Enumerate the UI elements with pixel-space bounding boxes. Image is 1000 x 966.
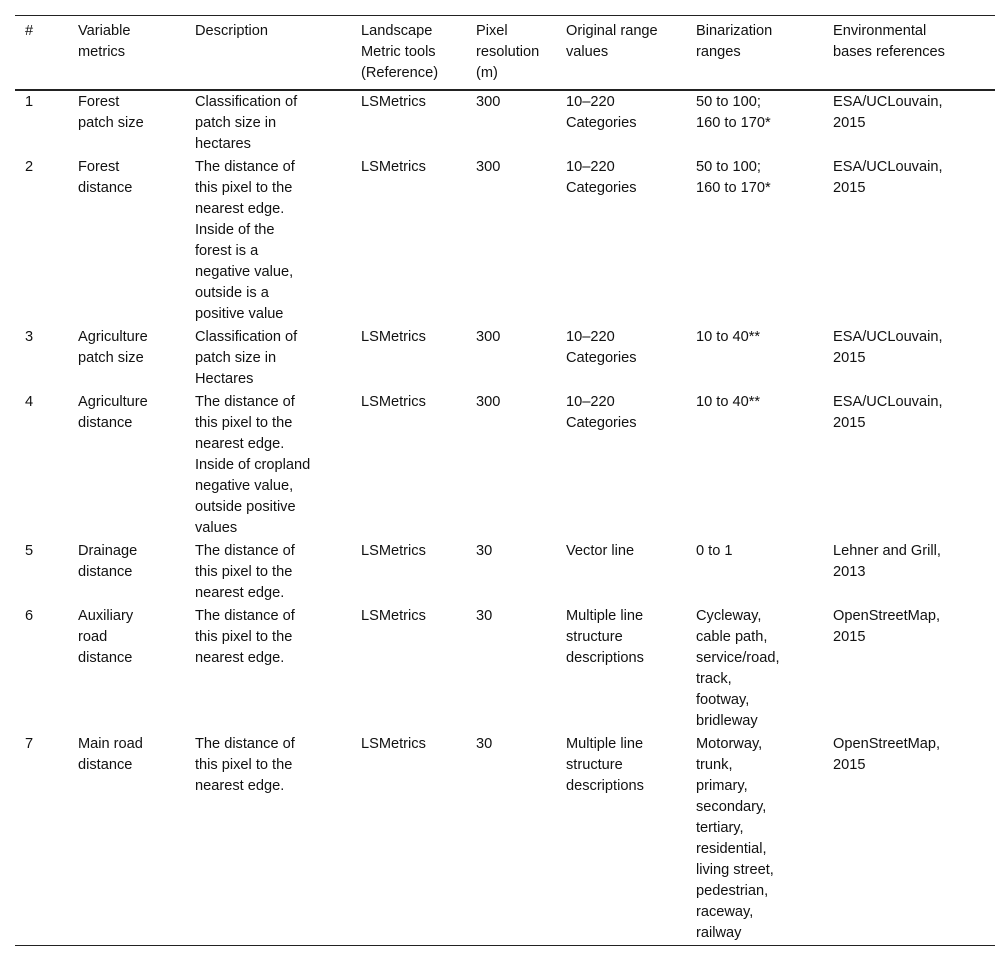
cell-number: 5 (25, 543, 34, 559)
header-environmental-references: Environmental bases references (833, 23, 945, 60)
cell-binarization-ranges: 10 to 40** (696, 329, 761, 345)
cell-binarization-ranges: 0 to 1 (696, 543, 733, 559)
cell-variable-metrics: Forest distance (78, 159, 133, 196)
cell-original-range: 10–220 Categories (566, 159, 637, 196)
table-row (15, 733, 995, 946)
table-body (15, 90, 995, 946)
header-variable-metrics: Variable metrics (78, 23, 131, 60)
cell-environmental-references: ESA/UCLouvain, 2015 (833, 394, 943, 431)
cell-metric-tools: LSMetrics (361, 329, 426, 345)
table-container (15, 15, 985, 946)
cell-original-range: 10–220 Categories (566, 94, 637, 131)
table-row (15, 156, 995, 326)
cell-description: The distance of this pixel to the nearest edge. (195, 608, 295, 666)
table-row (15, 605, 995, 733)
cell-pixel-resolution: 30 (476, 736, 493, 752)
cell-binarization-ranges: 50 to 100; 160 to 170* (696, 94, 771, 131)
cell-original-range: 10–220 Categories (566, 394, 637, 431)
cell-original-range: Multiple line structure descriptions (566, 736, 644, 794)
cell-pixel-resolution: 300 (476, 159, 501, 175)
cell-binarization-ranges: Motorway, trunk, primary, secondary, tertiary, residential, living street, pedestrian, raceway, railway (696, 736, 774, 941)
cell-environmental-references: ESA/UCLouvain, 2015 (833, 329, 943, 366)
cell-metric-tools: LSMetrics (361, 94, 426, 110)
variables-table (15, 15, 995, 946)
cell-number: 7 (25, 736, 34, 752)
cell-description: The distance of this pixel to the nearest edge. (195, 543, 295, 601)
cell-environmental-references: Lehner and Grill, 2013 (833, 543, 941, 580)
cell-variable-metrics: Auxiliary road distance (78, 608, 134, 666)
cell-description: Classification of patch size in hectares (195, 94, 298, 152)
table-row (15, 391, 995, 540)
cell-environmental-references: ESA/UCLouvain, 2015 (833, 159, 943, 196)
header-binarization-ranges: Binarization ranges (696, 23, 773, 60)
cell-pixel-resolution: 300 (476, 94, 501, 110)
cell-description: The distance of this pixel to the nearest edge. Inside of the forest is a negative value, outside is a positive value (195, 159, 295, 322)
cell-pixel-resolution: 300 (476, 394, 501, 410)
cell-variable-metrics: Forest patch size (78, 94, 144, 131)
cell-environmental-references: OpenStreetMap, 2015 (833, 608, 941, 645)
header-number: # (25, 23, 34, 39)
cell-description: The distance of this pixel to the nearest edge. Inside of cropland negative value, outside positive values (195, 394, 311, 536)
cell-binarization-ranges: 10 to 40** (696, 394, 761, 410)
cell-description: Classification of patch size in Hectares (195, 329, 298, 387)
cell-variable-metrics: Main road distance (78, 736, 143, 773)
cell-number: 4 (25, 394, 34, 410)
cell-number: 1 (25, 94, 34, 110)
table-row (15, 540, 995, 605)
cell-metric-tools: LSMetrics (361, 394, 426, 410)
table-row (15, 326, 995, 391)
header-metric-tools: Landscape Metric tools (Reference) (361, 23, 439, 81)
cell-metric-tools: LSMetrics (361, 159, 426, 175)
cell-description: The distance of this pixel to the nearest edge. (195, 736, 295, 794)
cell-original-range: Vector line (566, 543, 635, 559)
cell-number: 3 (25, 329, 34, 345)
table-row (15, 90, 995, 156)
cell-variable-metrics: Drainage distance (78, 543, 138, 580)
cell-binarization-ranges: Cycleway, cable path, service/road, track, footway, bridleway (696, 608, 780, 729)
cell-metric-tools: LSMetrics (361, 736, 426, 752)
cell-original-range: Multiple line structure descriptions (566, 608, 644, 666)
header-original-range: Original range values (566, 23, 658, 60)
cell-number: 6 (25, 608, 34, 624)
cell-environmental-references: ESA/UCLouvain, 2015 (833, 94, 943, 131)
cell-binarization-ranges: 50 to 100; 160 to 170* (696, 159, 771, 196)
cell-variable-metrics: Agriculture patch size (78, 329, 148, 366)
header-description: Description (195, 23, 268, 39)
header-row (15, 16, 995, 91)
cell-number: 2 (25, 159, 34, 175)
cell-pixel-resolution: 30 (476, 608, 493, 624)
cell-pixel-resolution: 30 (476, 543, 493, 559)
cell-original-range: 10–220 Categories (566, 329, 637, 366)
cell-metric-tools: LSMetrics (361, 543, 426, 559)
table-header (15, 16, 995, 91)
cell-pixel-resolution: 300 (476, 329, 501, 345)
header-pixel-resolution: Pixel resolution (m) (476, 23, 540, 81)
cell-metric-tools: LSMetrics (361, 608, 426, 624)
cell-environmental-references: OpenStreetMap, 2015 (833, 736, 941, 773)
cell-variable-metrics: Agriculture distance (78, 394, 148, 431)
